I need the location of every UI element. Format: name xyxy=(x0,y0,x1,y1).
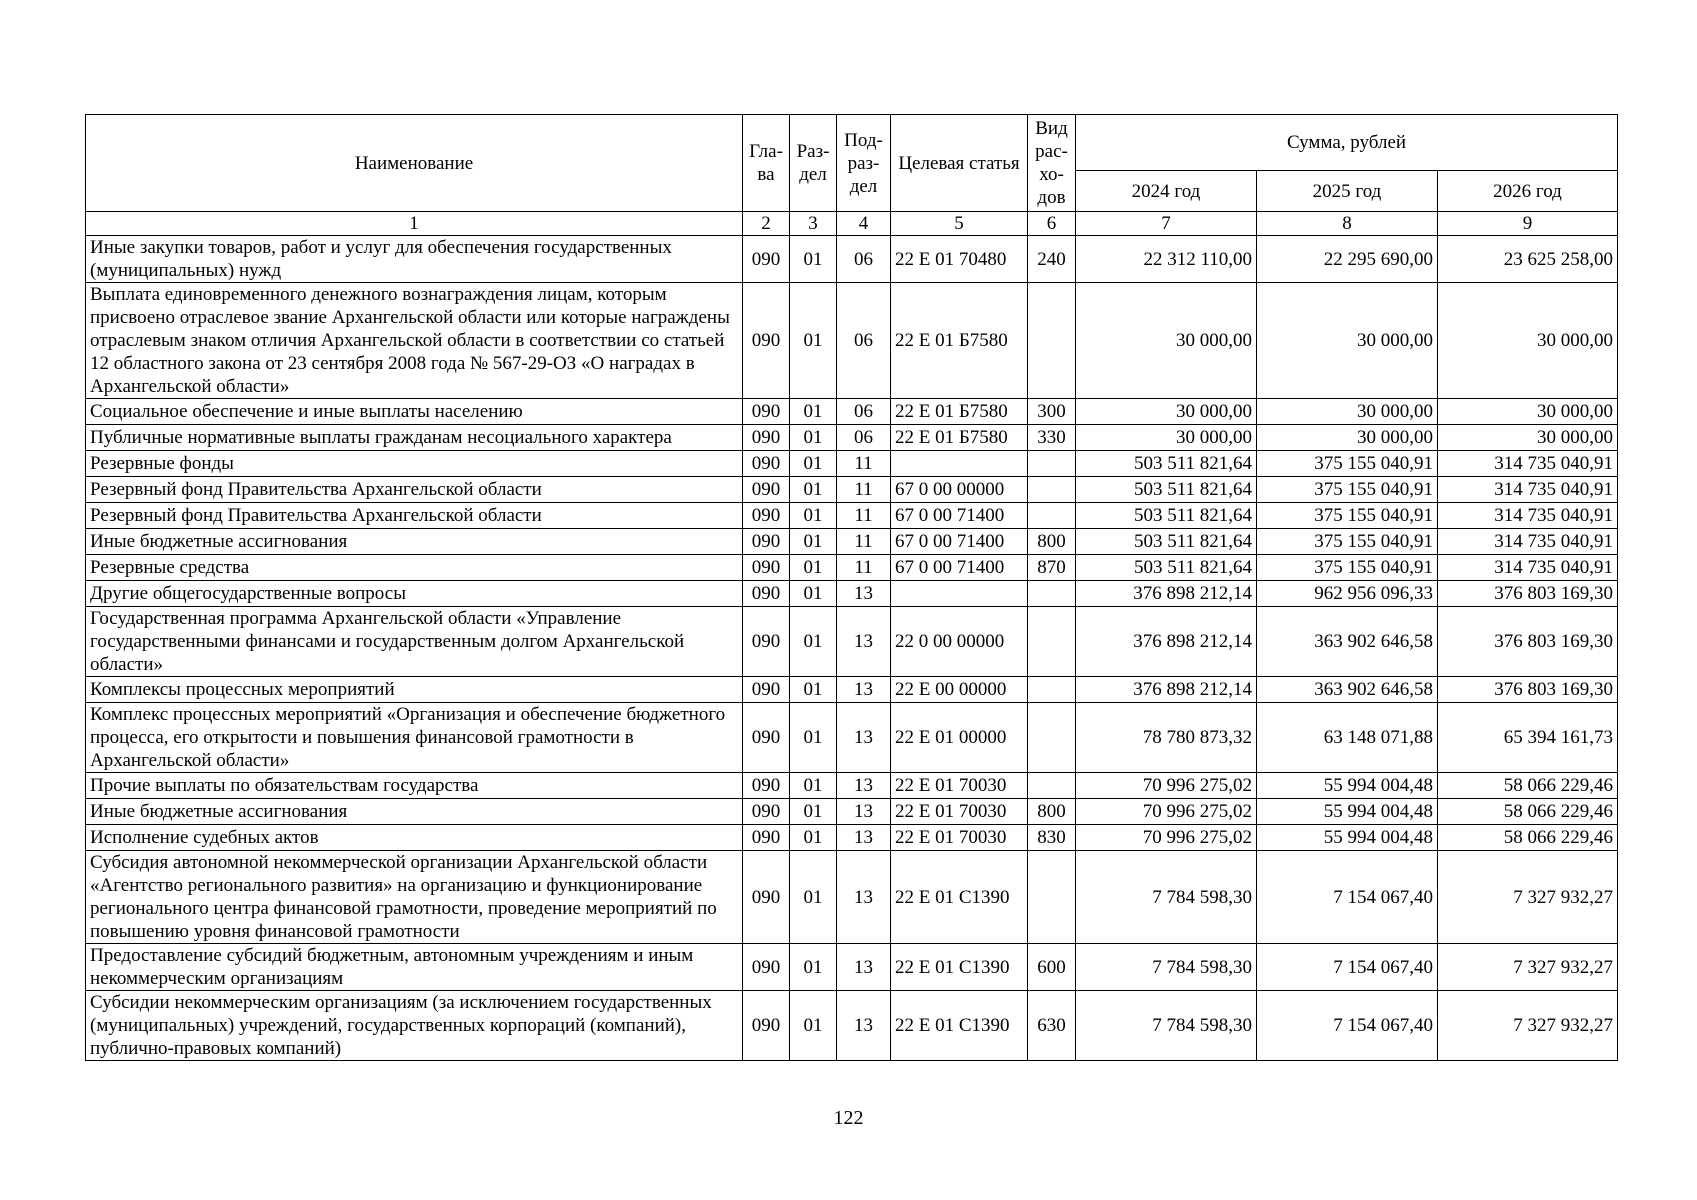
row-sum-2025: 962 956 096,33 xyxy=(1257,581,1438,607)
table-row xyxy=(86,944,1618,991)
row-celevaya-statya: 22 Е 01 70030 xyxy=(891,825,1028,851)
header-year-2025: 2025 год xyxy=(1257,171,1438,212)
row-glava: 090 xyxy=(743,283,790,399)
row-podrazdel: 13 xyxy=(837,703,891,773)
row-sum-2025: 55 994 004,48 xyxy=(1257,773,1438,799)
row-celevaya-statya: 22 0 00 00000 xyxy=(891,607,1028,677)
row-vid-rashodov: 630 xyxy=(1028,991,1076,1061)
row-celevaya-statya xyxy=(891,451,1028,477)
row-razdel: 01 xyxy=(790,825,837,851)
table-row xyxy=(86,236,1618,283)
row-glava: 090 xyxy=(743,825,790,851)
row-name: Иные бюджетные ассигнования xyxy=(86,529,743,555)
table-row xyxy=(86,773,1618,799)
column-number: 1 xyxy=(86,212,743,236)
row-sum-2025: 375 155 040,91 xyxy=(1257,451,1438,477)
row-sum-2024: 70 996 275,02 xyxy=(1076,799,1257,825)
row-glava: 090 xyxy=(743,851,790,944)
table-row xyxy=(86,555,1618,581)
row-glava: 090 xyxy=(743,703,790,773)
row-podrazdel: 11 xyxy=(837,529,891,555)
row-vid-rashodov xyxy=(1028,503,1076,529)
budget-table xyxy=(85,114,1618,1061)
header-podrazdel: Под-раз-дел xyxy=(837,115,891,212)
header-razdel: Раз-дел xyxy=(790,115,837,212)
row-sum-2025: 7 154 067,40 xyxy=(1257,944,1438,991)
row-celevaya-statya: 22 Е 01 Б7580 xyxy=(891,283,1028,399)
row-podrazdel: 06 xyxy=(837,399,891,425)
row-sum-2026: 7 327 932,27 xyxy=(1438,851,1618,944)
header-celevaya-statya: Целевая статья xyxy=(891,115,1028,212)
row-name: Публичные нормативные выплаты гражданам несоциального характера xyxy=(86,425,743,451)
row-razdel: 01 xyxy=(790,607,837,677)
row-razdel: 01 xyxy=(790,236,837,283)
row-sum-2025: 30 000,00 xyxy=(1257,425,1438,451)
row-name: Государственная программа Архангельской области «Управление государственными финансами и государственным долгом Архангельской области» xyxy=(86,607,743,677)
row-sum-2024: 503 511 821,64 xyxy=(1076,451,1257,477)
row-sum-2025: 363 902 646,58 xyxy=(1257,607,1438,677)
row-razdel: 01 xyxy=(790,773,837,799)
column-number-row xyxy=(86,212,1618,236)
header-name: Наименование xyxy=(86,115,743,212)
row-sum-2026: 58 066 229,46 xyxy=(1438,799,1618,825)
table-row xyxy=(86,477,1618,503)
row-celevaya-statya: 67 0 00 00000 xyxy=(891,477,1028,503)
row-name: Субсидии некоммерческим организациям (за исключением государственных (муниципальных) учреждений, государственных корпораций (компаний), публично-правовых компаний) xyxy=(86,991,743,1061)
row-vid-rashodov xyxy=(1028,451,1076,477)
table-row xyxy=(86,825,1618,851)
table-row xyxy=(86,799,1618,825)
row-podrazdel: 11 xyxy=(837,503,891,529)
row-vid-rashodov xyxy=(1028,851,1076,944)
row-glava: 090 xyxy=(743,799,790,825)
table-row xyxy=(86,581,1618,607)
row-glava: 090 xyxy=(743,529,790,555)
row-sum-2025: 375 155 040,91 xyxy=(1257,529,1438,555)
row-sum-2024: 503 511 821,64 xyxy=(1076,503,1257,529)
row-vid-rashodov: 600 xyxy=(1028,944,1076,991)
row-razdel: 01 xyxy=(790,529,837,555)
row-razdel: 01 xyxy=(790,555,837,581)
row-celevaya-statya: 22 Е 01 Б7580 xyxy=(891,425,1028,451)
row-glava: 090 xyxy=(743,477,790,503)
row-vid-rashodov: 800 xyxy=(1028,799,1076,825)
row-vid-rashodov: 870 xyxy=(1028,555,1076,581)
row-name: Выплата единовременного денежного вознаграждения лицам, которым присвоено отраслевое звание Архангельской области или которые награждены отраслевым знаком отличия Архангельской области в соответствии со статьей 12 областного закона от 23 сентября 2008 года № 567-29-ОЗ «О наградах в Архангельской области» xyxy=(86,283,743,399)
row-podrazdel: 13 xyxy=(837,825,891,851)
row-vid-rashodov xyxy=(1028,677,1076,703)
row-name: Резервный фонд Правительства Архангельской области xyxy=(86,477,743,503)
row-sum-2026: 7 327 932,27 xyxy=(1438,991,1618,1061)
row-sum-2024: 376 898 212,14 xyxy=(1076,677,1257,703)
row-razdel: 01 xyxy=(790,991,837,1061)
row-vid-rashodov xyxy=(1028,773,1076,799)
row-celevaya-statya: 22 Е 01 Б7580 xyxy=(891,399,1028,425)
row-name: Комплексы процессных мероприятий xyxy=(86,677,743,703)
row-razdel: 01 xyxy=(790,503,837,529)
page-number: 122 xyxy=(833,1107,864,1129)
row-podrazdel: 13 xyxy=(837,851,891,944)
row-sum-2025: 375 155 040,91 xyxy=(1257,555,1438,581)
row-podrazdel: 11 xyxy=(837,477,891,503)
row-sum-2026: 376 803 169,30 xyxy=(1438,581,1618,607)
row-sum-2024: 22 312 110,00 xyxy=(1076,236,1257,283)
row-razdel: 01 xyxy=(790,451,837,477)
row-sum-2024: 78 780 873,32 xyxy=(1076,703,1257,773)
row-podrazdel: 06 xyxy=(837,283,891,399)
row-razdel: 01 xyxy=(790,399,837,425)
row-sum-2025: 55 994 004,48 xyxy=(1257,799,1438,825)
row-razdel: 01 xyxy=(790,581,837,607)
row-vid-rashodov xyxy=(1028,283,1076,399)
row-vid-rashodov xyxy=(1028,581,1076,607)
row-celevaya-statya xyxy=(891,581,1028,607)
row-sum-2024: 7 784 598,30 xyxy=(1076,944,1257,991)
row-celevaya-statya: 22 Е 01 С1390 xyxy=(891,944,1028,991)
row-podrazdel: 13 xyxy=(837,991,891,1061)
row-glava: 090 xyxy=(743,425,790,451)
row-podrazdel: 13 xyxy=(837,677,891,703)
table-row xyxy=(86,399,1618,425)
row-celevaya-statya: 22 Е 01 70480 xyxy=(891,236,1028,283)
row-name: Прочие выплаты по обязательствам государства xyxy=(86,773,743,799)
row-sum-2024: 376 898 212,14 xyxy=(1076,607,1257,677)
row-glava: 090 xyxy=(743,944,790,991)
row-razdel: 01 xyxy=(790,283,837,399)
row-name: Резервные фонды xyxy=(86,451,743,477)
header-vid-rashodov: Вид рас-хо-дов xyxy=(1028,115,1076,212)
row-sum-2026: 23 625 258,00 xyxy=(1438,236,1618,283)
row-name: Иные бюджетные ассигнования xyxy=(86,799,743,825)
header-glava: Гла-ва xyxy=(743,115,790,212)
row-podrazdel: 11 xyxy=(837,555,891,581)
row-sum-2026: 314 735 040,91 xyxy=(1438,555,1618,581)
row-name: Субсидия автономной некоммерческой организации Архангельской области «Агентство регионального развития» на организацию и функционирование регионального центра финансовой грамотности, проведение мероприятий по повышению уровня финансовой грамотности xyxy=(86,851,743,944)
row-sum-2026: 30 000,00 xyxy=(1438,399,1618,425)
row-celevaya-statya: 22 Е 01 00000 xyxy=(891,703,1028,773)
row-glava: 090 xyxy=(743,399,790,425)
row-podrazdel: 13 xyxy=(837,581,891,607)
column-number: 2 xyxy=(743,212,790,236)
row-podrazdel: 13 xyxy=(837,944,891,991)
row-sum-2025: 7 154 067,40 xyxy=(1257,991,1438,1061)
row-sum-2024: 503 511 821,64 xyxy=(1076,477,1257,503)
row-celevaya-statya: 67 0 00 71400 xyxy=(891,529,1028,555)
column-number: 7 xyxy=(1076,212,1257,236)
row-podrazdel: 06 xyxy=(837,425,891,451)
row-glava: 090 xyxy=(743,607,790,677)
row-celevaya-statya: 67 0 00 71400 xyxy=(891,503,1028,529)
row-name: Предоставление субсидий бюджетным, автономным учреждениям и иным некоммерческим организациям xyxy=(86,944,743,991)
row-razdel: 01 xyxy=(790,703,837,773)
column-number: 3 xyxy=(790,212,837,236)
row-sum-2025: 55 994 004,48 xyxy=(1257,825,1438,851)
row-vid-rashodov xyxy=(1028,477,1076,503)
row-glava: 090 xyxy=(743,555,790,581)
row-celevaya-statya: 22 Е 01 70030 xyxy=(891,773,1028,799)
row-razdel: 01 xyxy=(790,944,837,991)
row-razdel: 01 xyxy=(790,477,837,503)
row-celevaya-statya: 67 0 00 71400 xyxy=(891,555,1028,581)
table-row xyxy=(86,677,1618,703)
header-year-2024: 2024 год xyxy=(1076,171,1257,212)
row-celevaya-statya: 22 Е 01 С1390 xyxy=(891,851,1028,944)
column-number: 6 xyxy=(1028,212,1076,236)
row-podrazdel: 13 xyxy=(837,607,891,677)
row-podrazdel: 13 xyxy=(837,773,891,799)
row-sum-2024: 30 000,00 xyxy=(1076,283,1257,399)
row-glava: 090 xyxy=(743,773,790,799)
table-row xyxy=(86,451,1618,477)
row-sum-2026: 58 066 229,46 xyxy=(1438,773,1618,799)
row-sum-2024: 7 784 598,30 xyxy=(1076,851,1257,944)
row-podrazdel: 13 xyxy=(837,799,891,825)
header-year-2026: 2026 год xyxy=(1438,171,1618,212)
row-sum-2026: 314 735 040,91 xyxy=(1438,503,1618,529)
row-sum-2026: 314 735 040,91 xyxy=(1438,451,1618,477)
table-row xyxy=(86,425,1618,451)
row-razdel: 01 xyxy=(790,851,837,944)
table-row xyxy=(86,607,1618,677)
table-row xyxy=(86,529,1618,555)
table-row xyxy=(86,851,1618,944)
row-vid-rashodov xyxy=(1028,607,1076,677)
column-number: 5 xyxy=(891,212,1028,236)
column-number: 8 xyxy=(1257,212,1438,236)
row-sum-2026: 58 066 229,46 xyxy=(1438,825,1618,851)
row-sum-2025: 30 000,00 xyxy=(1257,399,1438,425)
row-vid-rashodov xyxy=(1028,703,1076,773)
row-name: Другие общегосударственные вопросы xyxy=(86,581,743,607)
row-vid-rashodov: 800 xyxy=(1028,529,1076,555)
row-vid-rashodov: 300 xyxy=(1028,399,1076,425)
row-sum-2025: 375 155 040,91 xyxy=(1257,503,1438,529)
row-celevaya-statya: 22 Е 01 70030 xyxy=(891,799,1028,825)
row-sum-2026: 376 803 169,30 xyxy=(1438,677,1618,703)
row-sum-2026: 30 000,00 xyxy=(1438,283,1618,399)
table-row xyxy=(86,703,1618,773)
row-celevaya-statya: 22 Е 01 С1390 xyxy=(891,991,1028,1061)
row-vid-rashodov: 330 xyxy=(1028,425,1076,451)
row-vid-rashodov: 830 xyxy=(1028,825,1076,851)
row-glava: 090 xyxy=(743,581,790,607)
row-name: Иные закупки товаров, работ и услуг для обеспечения государственных (муниципальных) нужд xyxy=(86,236,743,283)
row-sum-2026: 7 327 932,27 xyxy=(1438,944,1618,991)
row-sum-2025: 7 154 067,40 xyxy=(1257,851,1438,944)
table-header xyxy=(86,115,1618,236)
row-razdel: 01 xyxy=(790,677,837,703)
row-name: Резервный фонд Правительства Архангельской области xyxy=(86,503,743,529)
row-celevaya-statya: 22 Е 00 00000 xyxy=(891,677,1028,703)
row-sum-2026: 376 803 169,30 xyxy=(1438,607,1618,677)
column-number: 9 xyxy=(1438,212,1618,236)
row-sum-2024: 30 000,00 xyxy=(1076,425,1257,451)
row-name: Исполнение судебных актов xyxy=(86,825,743,851)
table-row xyxy=(86,503,1618,529)
row-sum-2026: 314 735 040,91 xyxy=(1438,477,1618,503)
row-sum-2025: 375 155 040,91 xyxy=(1257,477,1438,503)
row-razdel: 01 xyxy=(790,425,837,451)
row-podrazdel: 06 xyxy=(837,236,891,283)
header-summa: Сумма, рублей xyxy=(1076,115,1618,171)
row-name: Резервные средства xyxy=(86,555,743,581)
row-sum-2024: 376 898 212,14 xyxy=(1076,581,1257,607)
row-sum-2025: 22 295 690,00 xyxy=(1257,236,1438,283)
row-name: Комплекс процессных мероприятий «Организация и обеспечение бюджетного процесса, его открытости и повышения финансовой грамотности в Архангельской области» xyxy=(86,703,743,773)
row-sum-2024: 70 996 275,02 xyxy=(1076,825,1257,851)
row-sum-2024: 70 996 275,02 xyxy=(1076,773,1257,799)
row-sum-2024: 503 511 821,64 xyxy=(1076,529,1257,555)
table-row xyxy=(86,283,1618,399)
row-sum-2026: 65 394 161,73 xyxy=(1438,703,1618,773)
row-sum-2024: 7 784 598,30 xyxy=(1076,991,1257,1061)
row-sum-2026: 314 735 040,91 xyxy=(1438,529,1618,555)
table-body xyxy=(86,236,1618,1061)
row-glava: 090 xyxy=(743,677,790,703)
column-number: 4 xyxy=(837,212,891,236)
row-sum-2026: 30 000,00 xyxy=(1438,425,1618,451)
row-sum-2024: 503 511 821,64 xyxy=(1076,555,1257,581)
row-name: Социальное обеспечение и иные выплаты населению xyxy=(86,399,743,425)
row-glava: 090 xyxy=(743,236,790,283)
row-vid-rashodov: 240 xyxy=(1028,236,1076,283)
table-row xyxy=(86,991,1618,1061)
row-sum-2025: 30 000,00 xyxy=(1257,283,1438,399)
row-sum-2025: 63 148 071,88 xyxy=(1257,703,1438,773)
row-glava: 090 xyxy=(743,991,790,1061)
row-podrazdel: 11 xyxy=(837,451,891,477)
document-page xyxy=(85,114,1617,1061)
row-sum-2024: 30 000,00 xyxy=(1076,399,1257,425)
row-glava: 090 xyxy=(743,451,790,477)
row-sum-2025: 363 902 646,58 xyxy=(1257,677,1438,703)
row-razdel: 01 xyxy=(790,799,837,825)
row-glava: 090 xyxy=(743,503,790,529)
